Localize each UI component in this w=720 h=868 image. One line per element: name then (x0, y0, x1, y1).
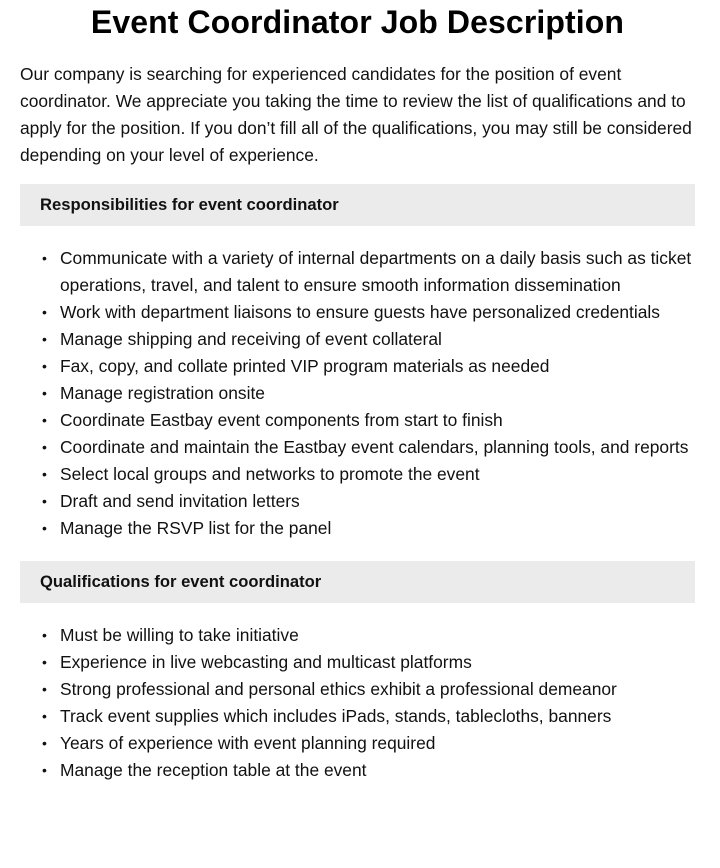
list-item (42, 703, 695, 730)
list-item-text: Must be willing to take initiative (60, 625, 299, 645)
bullet-icon: • (42, 439, 47, 455)
bullet-icon: • (42, 708, 47, 724)
list-item (42, 730, 695, 757)
list-item-text: Years of experience with event planning required (60, 733, 436, 753)
bullet-icon: • (42, 358, 47, 374)
responsibilities-heading-text: Responsibilities for event coordinator (40, 195, 339, 214)
list-item-text: Draft and send invitation letters (60, 491, 300, 511)
list-item-text: Experience in live webcasting and multicast platforms (60, 652, 472, 672)
bullet-icon: • (42, 412, 47, 428)
list-item (42, 515, 695, 542)
bullet-icon: • (42, 304, 47, 320)
bullet-icon: • (42, 654, 47, 670)
list-item (42, 488, 695, 515)
list-item-text: Manage shipping and receiving of event collateral (60, 329, 442, 349)
list-item-text: Work with department liaisons to ensure guests have personalized credentials (60, 302, 660, 322)
list-item (42, 380, 695, 407)
list-item (42, 649, 695, 676)
list-item (42, 407, 695, 434)
list-item-text: Coordinate and maintain the Eastbay event calendars, planning tools, and reports (60, 437, 689, 457)
bullet-icon: • (42, 493, 47, 509)
list-item (42, 353, 695, 380)
bullet-icon: • (42, 250, 47, 266)
bullet-icon: • (42, 385, 47, 401)
qualifications-heading-text: Qualifications for event coordinator (40, 572, 322, 591)
bullet-icon: • (42, 520, 47, 536)
list-item-text: Select local groups and networks to promote the event (60, 464, 480, 484)
list-item (42, 622, 695, 649)
bullet-icon: • (42, 331, 47, 347)
list-item (42, 245, 695, 299)
list-item (42, 434, 695, 461)
list-item-text: Coordinate Eastbay event components from start to finish (60, 410, 503, 430)
intro-paragraph: Our company is searching for experienced candidates for the position of event coordinator. We appreciate you taking the time to review the list of qualifications and to apply for the position. If you don’t fill all of the qualifications, you may still be considered depending on your level of experience. (20, 64, 692, 165)
list-item (42, 299, 695, 326)
list-item (42, 676, 695, 703)
list-item-text: Strong professional and personal ethics exhibit a professional demeanor (60, 679, 617, 699)
responsibilities-list (20, 245, 695, 542)
bullet-icon: • (42, 681, 47, 697)
qualifications-list (20, 622, 695, 784)
bullet-icon: • (42, 466, 47, 482)
list-item-text: Manage the reception table at the event (60, 760, 367, 780)
qualifications-heading (20, 561, 695, 603)
bullet-icon: • (42, 627, 47, 643)
list-item (42, 326, 695, 353)
bullet-icon: • (42, 735, 47, 751)
page-title: Event Coordinator Job Description (90, 4, 625, 40)
bullet-icon: • (42, 762, 47, 778)
list-item-text: Fax, copy, and collate printed VIP program materials as needed (60, 356, 550, 376)
list-item-text: Track event supplies which includes iPads, stands, tablecloths, banners (60, 706, 612, 726)
list-item-text: Manage the RSVP list for the panel (60, 518, 332, 538)
responsibilities-heading (20, 184, 695, 226)
list-item (42, 757, 695, 784)
list-item-text: Manage registration onsite (60, 383, 265, 403)
list-item (42, 461, 695, 488)
list-item-text: Communicate with a variety of internal departments on a daily basis such as ticket operations, travel, and talent to ensure smooth information dissemination (60, 248, 692, 295)
